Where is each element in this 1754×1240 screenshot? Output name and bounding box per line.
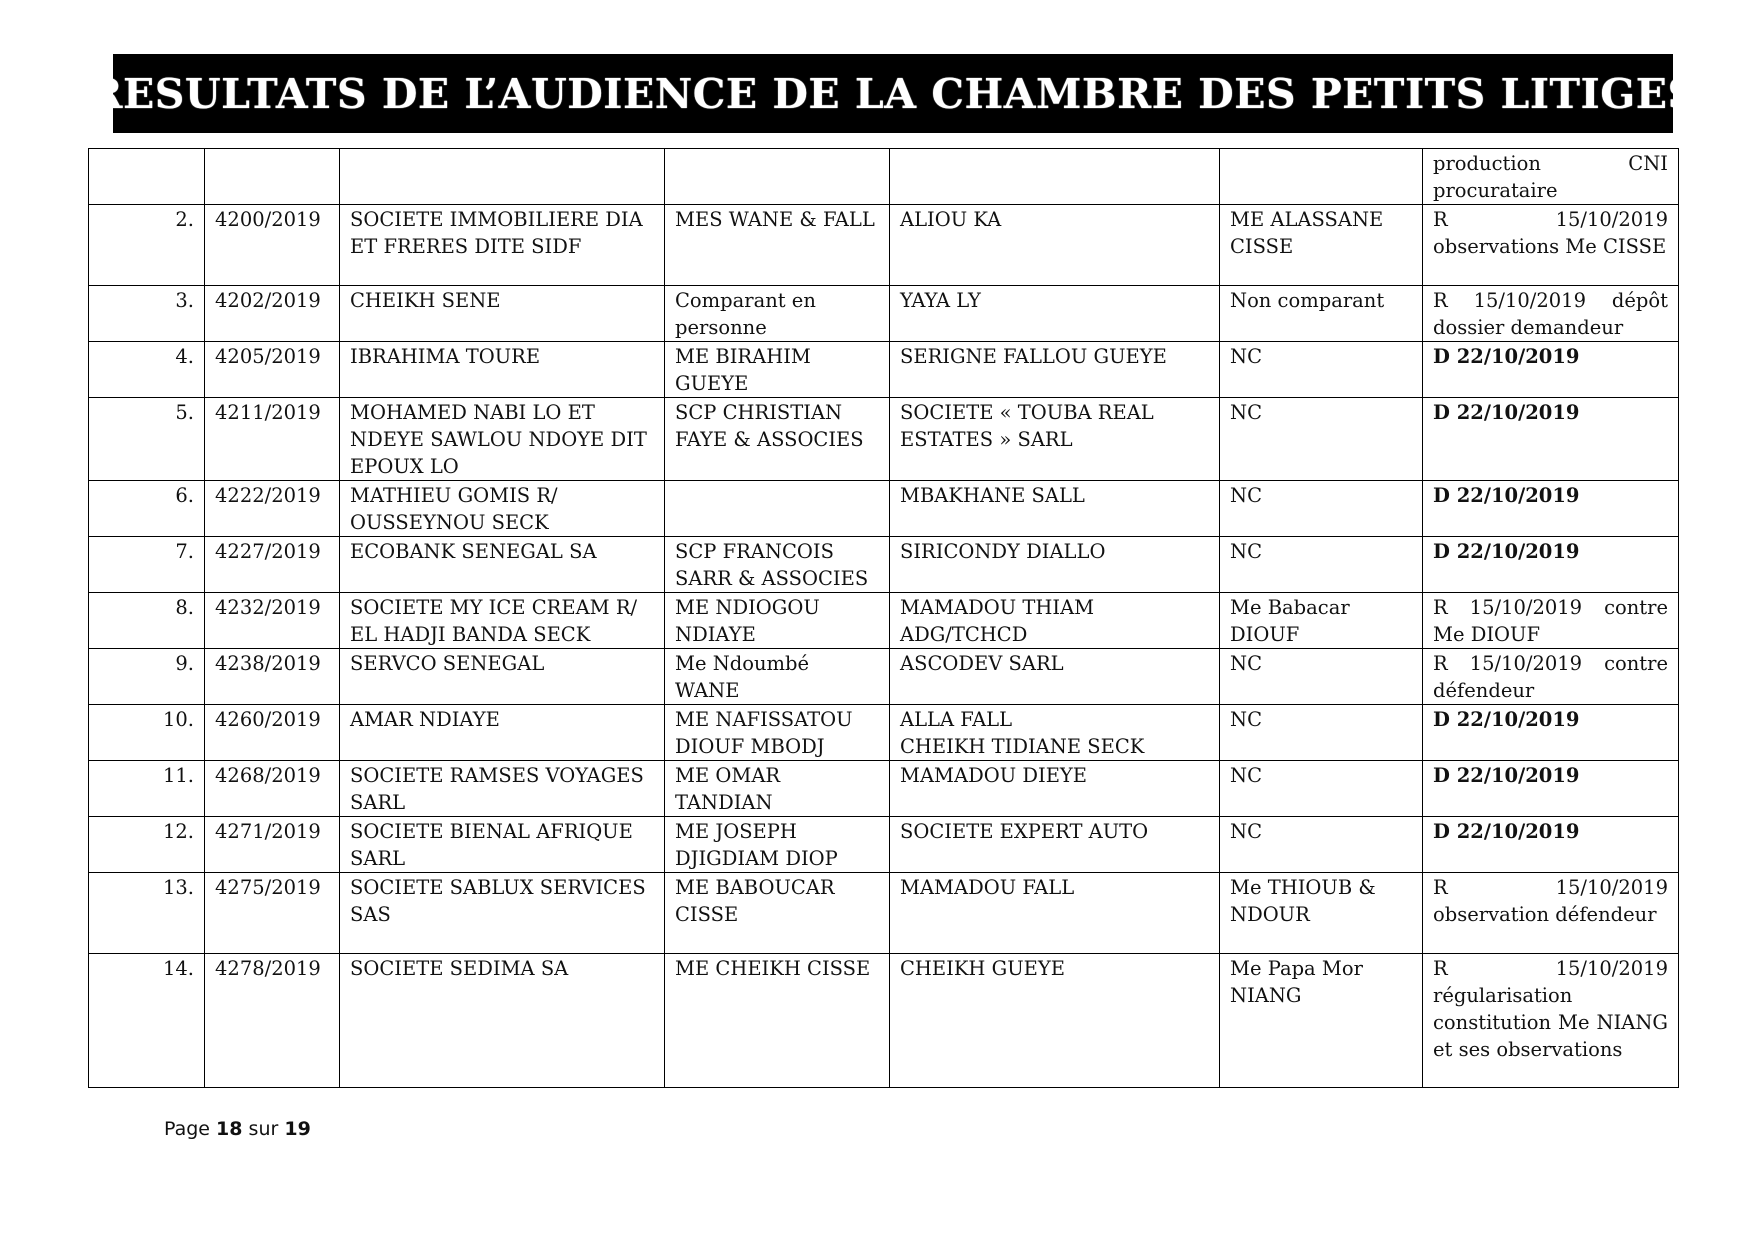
- results-table: [88, 148, 1679, 1088]
- cell-defendant-lawyer: NC: [1220, 817, 1423, 873]
- cell-defendant: SIRICONDY DIALLO: [890, 537, 1220, 593]
- cell-result: R 15/10/2019 contre défendeur: [1423, 649, 1679, 705]
- cell-result: D 22/10/2019: [1423, 398, 1679, 481]
- cell-plaintiff-lawyer: SCP CHRISTIAN FAYE & ASSOCIES: [665, 398, 890, 481]
- cell-defendant-lawyer: NC: [1220, 342, 1423, 398]
- cell-plaintiff: CHEIKH SENE: [340, 286, 665, 342]
- cell-plaintiff-lawyer: Me Ndoumbé WANE: [665, 649, 890, 705]
- cell-defendant-lawyer: ME ALASSANE CISSE: [1220, 205, 1423, 286]
- cell-number: 11.: [89, 761, 205, 817]
- page-title: RESULTATS DE L’AUDIENCE DE LA CHAMBRE DES PETITS LITIGES: [88, 69, 1698, 118]
- cell-plaintiff: [340, 149, 665, 205]
- cell-defendant: ALLA FALL CHEIKH TIDIANE SECK: [890, 705, 1220, 761]
- page-number: 18: [216, 1118, 243, 1140]
- cell-defendant: CHEIKH GUEYE: [890, 954, 1220, 1088]
- cell-result: R 15/10/2019 observations Me CISSE: [1423, 205, 1679, 286]
- cell-defendant-lawyer: Non comparant: [1220, 286, 1423, 342]
- cell-reference: 4227/2019: [205, 537, 340, 593]
- cell-reference: 4275/2019: [205, 873, 340, 954]
- table-row: [89, 761, 1679, 817]
- cell-reference: 4200/2019: [205, 205, 340, 286]
- cell-number: 10.: [89, 705, 205, 761]
- cell-plaintiff-lawyer: SCP FRANCOIS SARR & ASSOCIES: [665, 537, 890, 593]
- results-table-body: [89, 149, 1679, 1088]
- cell-plaintiff-lawyer: ME NAFISSATOU DIOUF MBODJ: [665, 705, 890, 761]
- cell-plaintiff-lawyer: [665, 149, 890, 205]
- cell-number: [89, 149, 205, 205]
- cell-plaintiff-lawyer: ME OMAR TANDIAN: [665, 761, 890, 817]
- cell-reference: 4232/2019: [205, 593, 340, 649]
- cell-plaintiff: IBRAHIMA TOURE: [340, 342, 665, 398]
- cell-number: 14.: [89, 954, 205, 1088]
- cell-reference: [205, 149, 340, 205]
- cell-result: R 15/10/2019 régularisation constitution Me NIANG et ses observations: [1423, 954, 1679, 1088]
- table-row: [89, 705, 1679, 761]
- cell-defendant-lawyer: NC: [1220, 649, 1423, 705]
- cell-result: R 15/10/2019 dépôt dossier demandeur: [1423, 286, 1679, 342]
- cell-result: production CNI procurataire: [1423, 149, 1679, 205]
- cell-result: D 22/10/2019: [1423, 817, 1679, 873]
- cell-plaintiff-lawyer: ME BIRAHIM GUEYE: [665, 342, 890, 398]
- cell-result: R 15/10/2019 observation défendeur: [1423, 873, 1679, 954]
- cell-plaintiff: SOCIETE RAMSES VOYAGES SARL: [340, 761, 665, 817]
- page-footer: [164, 1118, 311, 1140]
- cell-defendant-lawyer: NC: [1220, 537, 1423, 593]
- table-row: [89, 398, 1679, 481]
- cell-reference: 4260/2019: [205, 705, 340, 761]
- cell-plaintiff: SOCIETE IMMOBILIERE DIA ET FRERES DITE SIDF: [340, 205, 665, 286]
- cell-defendant: MAMADOU DIEYE: [890, 761, 1220, 817]
- title-banner: [88, 54, 1698, 133]
- cell-defendant: SOCIETE EXPERT AUTO: [890, 817, 1220, 873]
- cell-defendant-lawyer: NC: [1220, 705, 1423, 761]
- cell-reference: 4211/2019: [205, 398, 340, 481]
- table-row: [89, 205, 1679, 286]
- cell-number: 8.: [89, 593, 205, 649]
- cell-number: 6.: [89, 481, 205, 537]
- cell-plaintiff: SOCIETE SABLUX SERVICES SAS: [340, 873, 665, 954]
- table-row: [89, 149, 1679, 205]
- cell-reference: 4268/2019: [205, 761, 340, 817]
- table-row: [89, 481, 1679, 537]
- cell-plaintiff: MATHIEU GOMIS R/ OUSSEYNOU SECK: [340, 481, 665, 537]
- sur-word: sur: [248, 1118, 279, 1140]
- cell-defendant-lawyer: Me THIOUB & NDOUR: [1220, 873, 1423, 954]
- table-row: [89, 954, 1679, 1088]
- cell-plaintiff-lawyer: [665, 481, 890, 537]
- cell-defendant-lawyer: NC: [1220, 481, 1423, 537]
- cell-plaintiff: SOCIETE SEDIMA SA: [340, 954, 665, 1088]
- cell-result: D 22/10/2019: [1423, 342, 1679, 398]
- cell-defendant-lawyer: NC: [1220, 761, 1423, 817]
- cell-plaintiff: ECOBANK SENEGAL SA: [340, 537, 665, 593]
- cell-number: 12.: [89, 817, 205, 873]
- table-row: [89, 649, 1679, 705]
- cell-result: D 22/10/2019: [1423, 705, 1679, 761]
- cell-reference: 4271/2019: [205, 817, 340, 873]
- cell-reference: 4202/2019: [205, 286, 340, 342]
- cell-reference: 4222/2019: [205, 481, 340, 537]
- cell-result: D 22/10/2019: [1423, 761, 1679, 817]
- cell-defendant-lawyer: [1220, 149, 1423, 205]
- cell-number: 9.: [89, 649, 205, 705]
- cell-number: 2.: [89, 205, 205, 286]
- cell-number: 5.: [89, 398, 205, 481]
- cell-defendant: SOCIETE « TOUBA REAL ESTATES » SARL: [890, 398, 1220, 481]
- cell-defendant: ASCODEV SARL: [890, 649, 1220, 705]
- cell-plaintiff: SERVCO SENEGAL: [340, 649, 665, 705]
- cell-number: 13.: [89, 873, 205, 954]
- cell-number: 4.: [89, 342, 205, 398]
- cell-defendant: MBAKHANE SALL: [890, 481, 1220, 537]
- cell-plaintiff: SOCIETE BIENAL AFRIQUE SARL: [340, 817, 665, 873]
- cell-defendant-lawyer: NC: [1220, 398, 1423, 481]
- cell-plaintiff-lawyer: MES WANE & FALL: [665, 205, 890, 286]
- cell-defendant: SERIGNE FALLOU GUEYE: [890, 342, 1220, 398]
- cell-plaintiff: AMAR NDIAYE: [340, 705, 665, 761]
- page-total: 19: [284, 1118, 311, 1140]
- cell-defendant-lawyer: Me Papa Mor NIANG: [1220, 954, 1423, 1088]
- cell-number: 3.: [89, 286, 205, 342]
- cell-result: D 22/10/2019: [1423, 537, 1679, 593]
- cell-reference: 4238/2019: [205, 649, 340, 705]
- table-row: [89, 286, 1679, 342]
- cell-reference: 4278/2019: [205, 954, 340, 1088]
- cell-plaintiff-lawyer: ME BABOUCAR CISSE: [665, 873, 890, 954]
- cell-defendant: MAMADOU FALL: [890, 873, 1220, 954]
- cell-plaintiff: MOHAMED NABI LO ET NDEYE SAWLOU NDOYE DIT EPOUX LO: [340, 398, 665, 481]
- cell-defendant-lawyer: Me Babacar DIOUF: [1220, 593, 1423, 649]
- cell-result: R 15/10/2019 contre Me DIOUF: [1423, 593, 1679, 649]
- cell-plaintiff-lawyer: ME CHEIKH CISSE: [665, 954, 890, 1088]
- page-word: Page: [164, 1118, 210, 1140]
- cell-defendant: YAYA LY: [890, 286, 1220, 342]
- cell-result: D 22/10/2019: [1423, 481, 1679, 537]
- cell-plaintiff-lawyer: Comparant en personne: [665, 286, 890, 342]
- cell-defendant: ALIOU KA: [890, 205, 1220, 286]
- cell-plaintiff-lawyer: ME JOSEPH DJIGDIAM DIOP: [665, 817, 890, 873]
- cell-reference: 4205/2019: [205, 342, 340, 398]
- table-row: [89, 817, 1679, 873]
- cell-plaintiff-lawyer: ME NDIOGOU NDIAYE: [665, 593, 890, 649]
- table-row: [89, 342, 1679, 398]
- table-row: [89, 593, 1679, 649]
- cell-defendant: [890, 149, 1220, 205]
- cell-number: 7.: [89, 537, 205, 593]
- table-row: [89, 873, 1679, 954]
- cell-defendant: MAMADOU THIAM ADG/TCHCD: [890, 593, 1220, 649]
- cell-plaintiff: SOCIETE MY ICE CREAM R/ EL HADJI BANDA SECK: [340, 593, 665, 649]
- table-row: [89, 537, 1679, 593]
